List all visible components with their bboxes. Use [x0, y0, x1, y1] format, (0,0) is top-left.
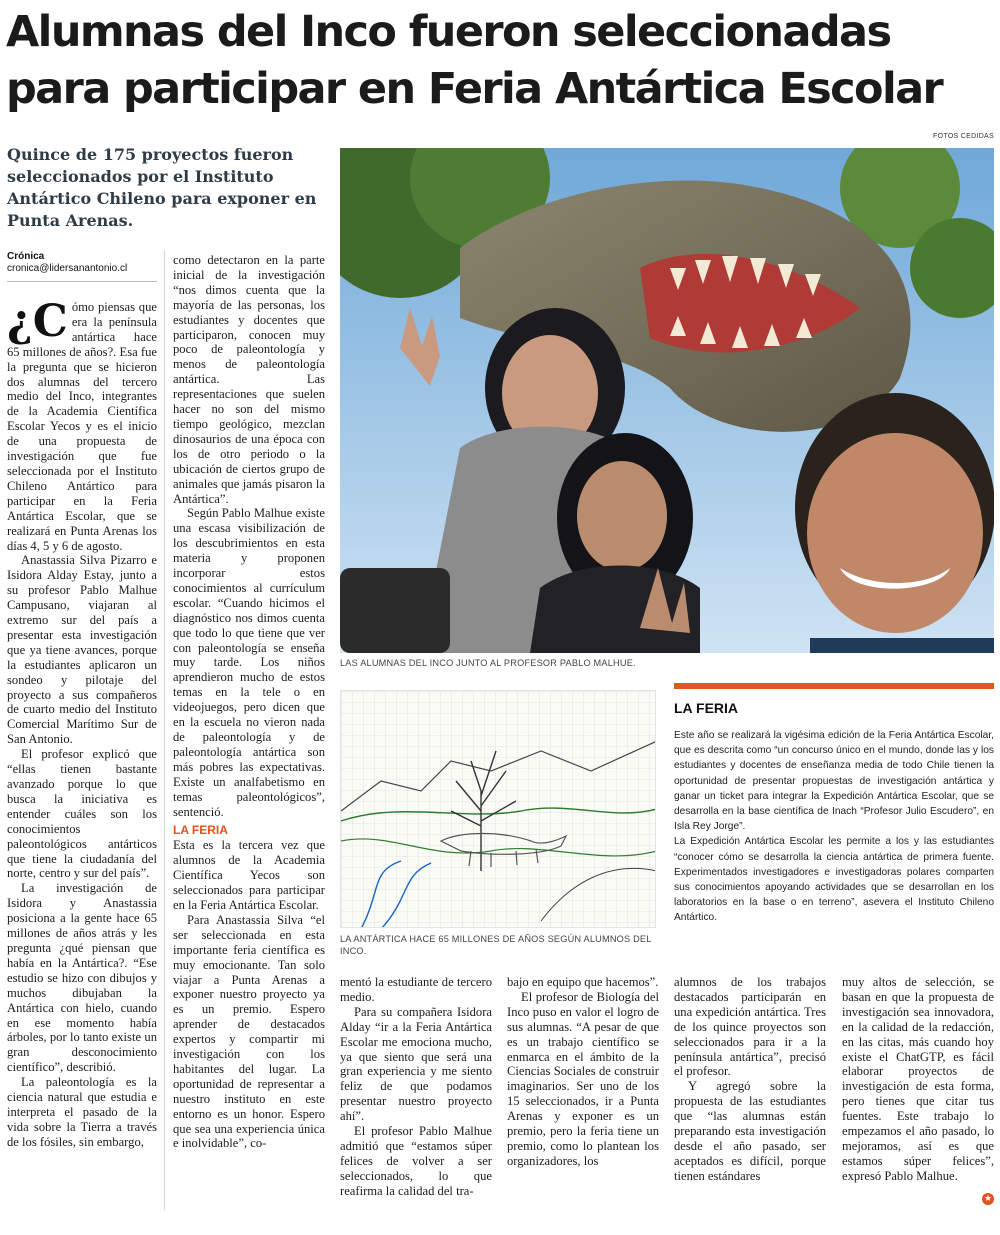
headline-line-2: para participar en Feria Antártica Escolar: [6, 64, 943, 114]
col2-paragraph-1: como detectaron en la parte inicial de la investigación “nos dimos cuenta que la mayoría de las personas, los estudiantes y docentes que participaron, conocen muy poco de paleontología y menos de paleontología antártica. Las representaciones que suelen hacer no son del mismo tiempo geológico, mezclan dinosaurios de una época con los de otro periodo o la ubicación de ciertos grupo de animales que jamás pisaron la Antártica”.: [173, 253, 325, 506]
col1-paragraph-1: ómo piensas que era la península antártica hace 65 millones de años?. Esa fue la pregunta que se hicieron dos alumnas del tercero medio del Inco, integrantes de la Academia Científica Escolar Yecos y es el inicio de una propuesta de investigación que fue seleccionada por el Instituto Chileno Antártico para participar en la Feria Antártica Escolar, que se realizará en Punta Arenas los días 4, 5 y 6 de agosto.: [7, 300, 157, 553]
dropcap: ¿C: [7, 300, 68, 347]
sidebar-paragraph-2: La Expedición Antártica Escolar les permite a los y las estudiantes “conocer cómo se desarrolla la ciencia antártica de primera fuente. Experimentados investigadores e investigadoras polares comparten sus conocimientos apoyando actividades que se desarrollan en los laboratorios en la base o en terreno”, asevera el Instituto Chileno Antártico.: [674, 836, 994, 924]
article-column-2: [173, 253, 325, 1210]
col3-paragraph-2: Para su compañera Isidora Alday “ir a la Feria Antártica Escolar me emociona mucho, ya que siento que será una gran experiencia y me siento feliz de que podamos presentar nuestro proyecto ahí”.: [340, 1004, 492, 1124]
col1-paragraph-5: La paleontología es la ciencia natural que estudia e interpreta el pasado de la vida sobre la Tierra a través de los fósiles, sin embargo,: [7, 1075, 157, 1149]
subheadline: Quince de 175 proyectos fueron seleccionados por el Instituto Antártico Chileno para exponer en Punta Arenas.: [7, 145, 317, 230]
byline-rule: [7, 281, 157, 282]
student-drawing: [340, 690, 656, 928]
column-divider: [164, 250, 165, 1210]
col1-paragraph-2: Anastassia Silva Pizarro e Isidora Alday Estay, junto a su profesor Pablo Malhue Campusano, viajaran al extremo sur del país a presentar esta investigación que ya tiene avances, porque la estudiantes aplicaron un sondeo y pilotaje del proyecto a sus compañeros de cuarto medio del Instituto Comercial Marítimo Sur de San Antonio.: [7, 553, 157, 747]
photo-caption: LAS ALUMNAS DEL INCO JUNTO AL PROFESOR PABLO MALHUE.: [340, 658, 636, 668]
headline: [6, 4, 996, 118]
col2-paragraph-2: Según Pablo Malhue existe una escasa visibilización de los descubrimientos en esta materia y proponen incorporar estos conocimientos al currículum escolar. “Cuando hicimos el diagnóstico nos dimos cuenta que todo lo que tiene que ver con paleontología se enseña muy tarde. Los niños aprendieron mucho de estos temas en la tele o en videojuegos, pero dicen que en la escuela no vieron nada de paleontología y de paleontología antártica son más pobres las expectativas. Existe un analfabetismo en temas paleontológicos”, sentenció.: [173, 506, 325, 819]
drawing-illustration: [341, 691, 656, 928]
col4-paragraph-2: El profesor de Biología del Inco puso en valor el logro de sus alumnas. “A pesar de que es un trabajo científico se enmarca en el ámbito de la Ciencias Sociales de construir imaginarios. Ser uno de los 15 seleccionados, ir a Punta Arenas y exponer es un premio, pero la feria tiene un premio, como lo plantean los organizadores, los: [507, 989, 659, 1168]
sidebar-paragraph-1: Este año se realizará la vigésima edición de la Feria Antártica Escolar, que es descrita como “un concurso único en el mundo, donde las y los estudiantes y docentes de enseñanza media de todo Chile tienen la oportunidad de presentar propuestas de investigación antártica y ganar un ticket para integrar la Expedición Antártica Escolar, que se desarrolla en la base científica de Inach “Profesor Julio Escudero”, en Isla Rey Jorge”.: [674, 730, 994, 833]
col3-paragraph-3: El profesor Pablo Malhue admitió que “estamos súper felices de volver a ser seleccionados, lo que reafirma la calidad del tra-: [340, 1124, 492, 1198]
article-column-3: [340, 975, 492, 1210]
main-photo: [340, 148, 994, 653]
sidebar-title: LA FERIA: [674, 700, 739, 716]
sidebar-accent-bar: [674, 683, 994, 689]
article-column-4: [507, 975, 659, 1210]
col3-paragraph-1: mentó la estudiante de tercero medio.: [340, 975, 492, 1004]
photo-credit: FOTOS CEDIDAS: [933, 133, 994, 140]
col4-paragraph-1: bajo en equipo que hacemos”.: [507, 975, 659, 989]
col1-paragraph-4: La investigación de Isidora y Anastassia posiciona a la gente hace 65 millones de años atrás y les pregunta ¿qué piensan que había en la Antártica?. “Ese estudio se hizo con dibujos y muchos dibujaban la Antártica con hielo, cuando en ese momento había árboles, por lo tanto existe un gran desconocimiento científico”, describió.: [7, 881, 157, 1075]
col5-paragraph-2: Y agregó sobre la propuesta de las estudiantes que “las alumnas están preparando esta investigación desde el año pasado, ser aceptados es difícil, porque tienen estándares: [674, 1079, 826, 1183]
col5-paragraph-1: alumnos de los trabajos destacados participarán en una expedición antártica. Tres de los quince proyectos son seleccionados para ir a la península antártica”, precisó el profesor.: [674, 975, 826, 1079]
star-icon: ★: [983, 1194, 993, 1204]
article-column-1: [7, 300, 157, 1210]
article-column-6: [842, 975, 994, 1210]
sidebar-body: [674, 728, 994, 926]
col2-subheading: LA FERIA: [173, 823, 228, 838]
drawing-caption: LA ANTÁRTICA HACE 65 MILLONES DE AÑOS SEGÚN ALUMNOS DEL INCO.: [340, 934, 652, 956]
headline-line-1: Alumnas del Inco fueron seleccionadas: [6, 7, 891, 57]
col2-paragraph-4: Para Anastassia Silva “el ser seleccionada en esta importante feria científica es muy emocionante. Tan solo viajar a Punta Arenas a exponer nuestro proyecto ya es un premio. Espero aprender de destacados expertos y compartir mi investigación con los habitantes del lugar. La oportunidad de representar a nuestro instituto en este entorno es un honor. Espero que sea una experiencia única e inolvidable”, co-: [173, 912, 325, 1151]
byline-section: Crónica: [7, 251, 45, 262]
article-column-5: [674, 975, 826, 1210]
col1-paragraph-3: El profesor explicó que “ellas tienen bastante avanzado porque lo que busca la iniciativa es entender cuáles son los conocimientos paleontológicos antárticos que tiene la ciudadanía del norte, centro y sur del país”.: [7, 747, 157, 881]
col2-paragraph-3: Esta es la tercera vez que alumnos de la Academia Científica Yecos son seleccionados para participar en la Feria Antártica Escolar.: [173, 838, 325, 912]
col6-paragraph-1: muy altos de selección, se basan en que la propuesta de investigación sea innovadora, en la calidad de la redacción, en las citas, más cuando hoy existe el ChatGTP, es fácil elaborar proyectos de investigación de esta forma, pero tienes que citar tus fuentes. Este trabajo lo empezamos el año pasado, lo mejoramos, así es que estamos súper felices”, expresó Pablo Malhue.: [842, 975, 994, 1183]
photo-illustration: [340, 148, 994, 653]
byline-email[interactable]: cronica@lidersanantonio.cl: [7, 263, 128, 274]
